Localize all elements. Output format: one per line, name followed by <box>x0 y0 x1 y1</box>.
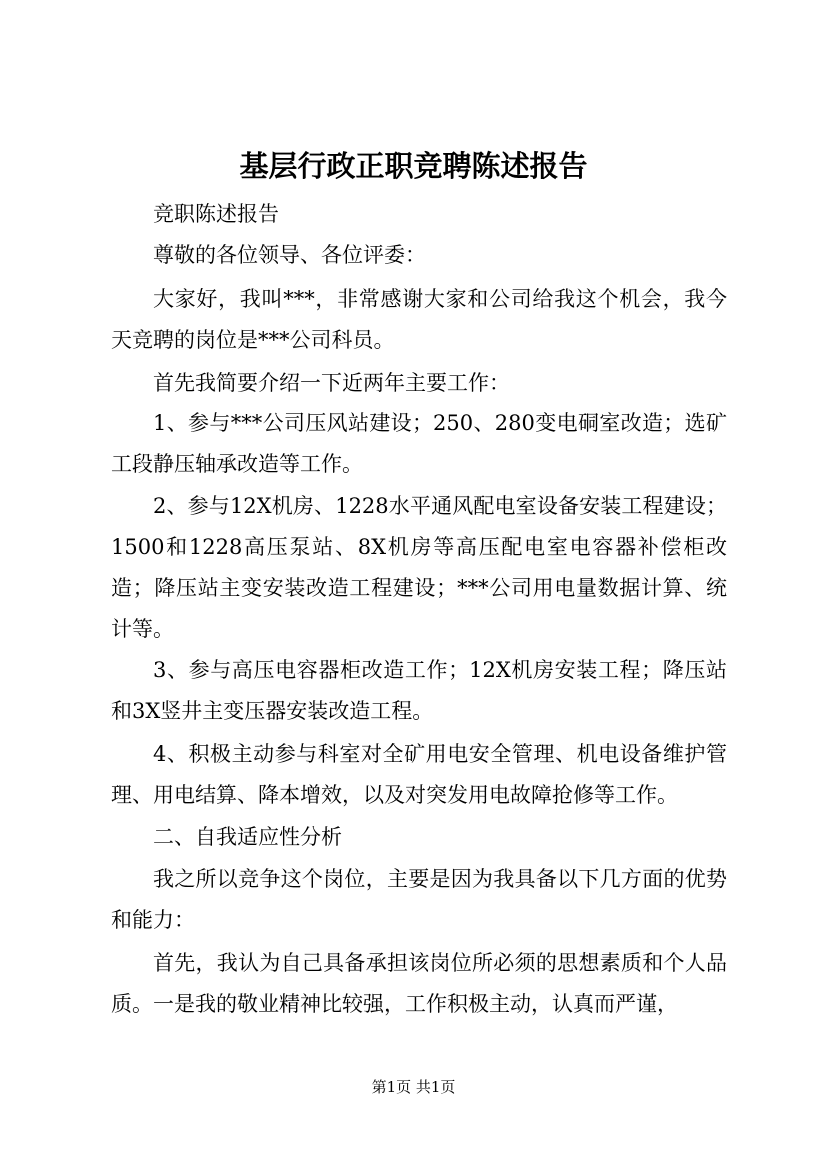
paragraph: 竞职陈述报告 <box>153 202 279 226</box>
paragraph: 首先我简要介绍一下近两年主要工作： <box>153 371 510 395</box>
paragraph: 大家好，我叫***，非常感谢大家和公司给我这个机会，我今天竞聘的岗位是***公司科员。 <box>111 287 727 352</box>
paragraph: 3、参与高压电容器柜改造工作；12X机房安装工程；降压站和3X竖井主变压器安装改造工程。 <box>111 658 727 723</box>
paragraph: 尊敬的各位领导、各位评委： <box>153 243 426 267</box>
paragraph: 我之所以竞争这个岗位，主要是因为我具备以下几方面的优势和能力： <box>111 867 727 932</box>
paragraph: 首先，我认为自己具备承担该岗位所必须的思想素质和个人品质。一是我的敬业精神比较强，工作积极主动，认真而严谨， <box>111 951 727 1016</box>
paragraph: 2、参与12X机房、1228水平通风配电室设备安装工程建设；1500和1228高压泵站、8X机房等高压配电室电容器补偿柜改造；降压站主变安装改造工程建设；***公司用电量数据计算、统计等。 <box>111 494 727 641</box>
page-footer: 第1页 共1页 <box>371 1078 456 1096</box>
paragraph: 1、参与***公司压风站建设；250、280变电硐室改造；选矿工段静压轴承改造等工作。 <box>111 411 727 476</box>
document-title: 基层行政正职竞聘陈述报告 <box>239 149 588 183</box>
paragraph: 二、自我适应性分析 <box>153 825 342 849</box>
paragraph: 4、积极主动参与科室对全矿用电安全管理、机电设备维护管理、用电结算、降本增效，以及对突发用电故障抢修等工作。 <box>111 742 727 807</box>
